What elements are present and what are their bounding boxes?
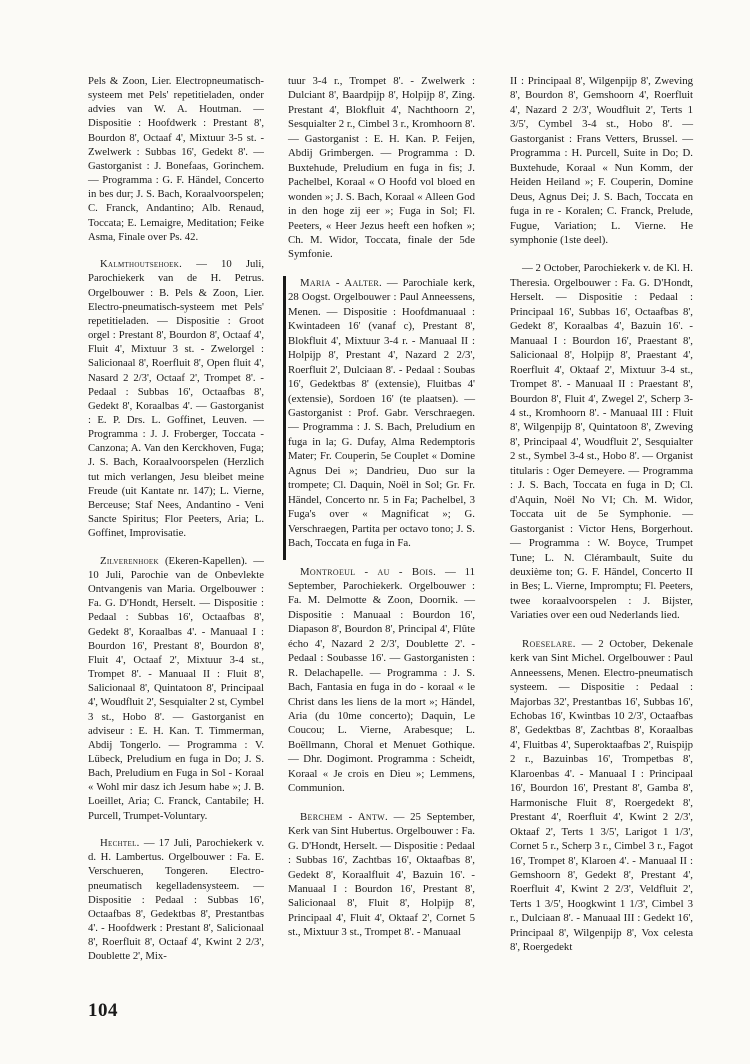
entry-theresia [510, 261, 693, 622]
entry-body: — Parochiale kerk, 28 Oogst. Orgelbouwer : Paul Anneessens, Menen. — Dispositie : Hoofdmanuaal : Kwintadeen 16' (vanaf c), Prestant 8', Blokfluit 4', Mixtuur 3-4 r. - Manuaal II : Holpijp 8', Prestant 4', Nazard 2 2/3', Roerfluit 2', Dulciaan 8'. - Pedaal : Soubas 16', Gedektbas 8' (extensie), Fluitbas 4' (extensie), Sordoen 16' (te plaatsen). — Gastorganist : Prof. Gabr. Verschraegen. — Programma : J. S. Bach, Preludium en fuga in la; G. Dufay, Alma Redemptoris Mater; Fr. Couperin, 5e Couplet « Domine Agnus Dei »; Dandrieu, Duo sur la trompete; Cl. Daquin, Noël in Sol; Gr. Fr. Händel, Concerto nr. 5 in Fa; Pachelbel, 3 Fuga's over « Magnificat »; G. Verschraegen, Partita per octavo tono; J. S. Bach, Toccata en fuga in Fa. [288, 276, 475, 550]
entry-kalmthoutsehoek [88, 257, 264, 540]
entry-heading: Roeselare. [522, 637, 576, 650]
entry-body: — 10 Juli, Parochiekerk van de H. Petrus. Orgelbouwer : B. Pels & Zoon, Lier. Electro-pneumatisch-systeem met Pels' repetitieladen. — Dispositie : Groot orgel : Prestant 8', Bourdon 8', Octaaf 4', Fluit 4', Mixtuur 3 st. - Zwelorgel : Salicionaal 8', Roerfluit 8', Open fluit 4', Nasard 2 2/3', Octaaf 2', Trompet 8'. - Pedaal : Subbas 16', Octaafbas 8', Gedekt 8', Koraalbas 4'. — Gastorganist : E. P. Drs. L. Goffinet, Leuven. — Programma : J. J. Froberger, Toccata - Canzona; A. Van den Kerckhoven, Fuga; J. S. Bach, Koraalvoorspelen (Herzlich tut mich verlangen, Jesu bleibet meine Freude (uit Kantate nr. 147); L. Vierne, Berceuse; Staf Nees, Andantino - Veni Sancte Spiritus; Flor Peeters, Aria; L. Goffinet, Improvisatie. [88, 258, 264, 540]
entry-body: — 25 September, Kerk van Sint Hubertus. Orgelbouwer : Fa. G. D'Hondt, Herselt. — Dispositie : Pedaal : Subbas 16', Zachtbas 16', Oktaafbas 8', Gedekt 8', Koraalfluit 4', Bazuin 16'. - Manuaal I : Bourdon 16', Prestant 8', Salicionaal 8', Fluit 8', Holpijp 8', Principaal 4', Fluit 4', Oktaaf 2', Cornet 5 st., Mixtuur 3 st., Trompet 8'. - Manuaal [288, 810, 475, 939]
entry-berchem-antw [288, 810, 475, 940]
entry-zilverenhoek [88, 554, 264, 823]
entry-body: — 2 October, Parochiekerk v. de Kl. H. Theresia. Orgelbouwer : Fa. G. D'Hondt, Herselt. — Dispositie : Pedaal : Principaal 16', Subbas 16', Octaafbas 8', Gedekt 8', Koraalbas 4', Bazuin 16'. - Manuaal I : Bourdon 16', Praestant 8', Salicionaal 8', Holpijp 8', Praestant 4', Roerfluit 4', Oktaaf 2', Mixtuur 3-4 st., Trompet 8'. - Manuaal II : Praestant 8', Bourdon 8', Fluit 4', Zwegel 2', Scherp 3-4 st., Kromhoorn 8'. - Manuaal III : Fluit 8', Wilgenpijp 8', Quintatoon 8', Zweving 8', Principaal 4', Woudfluit 2', Sesquialter 2 st., Symbel 3-4 st., Hobo 8'. — Organist titularis : Oger Demeyere. — Programma : J. S. Bach, Toccata en fuga in D; Cl. d'Aquin, Noël No VI; Ch. M. Widor, Toccata uit de 5e Symphonie. — Gastorganist : Victor Hens, Borgerhout. — Programma : W. Boyce, Trumpet Tune; L. N. Clérambault, Suite du deuxième ton; G. F. Händel, Concerto II in Bes; L. Vierne, Impromptu; Fl. Peeters, twee koraalvoorspelen : J. Bijster, Variaties over een oud Nederlands lied. [510, 262, 693, 622]
text-column-left [88, 74, 264, 964]
text-column-middle [288, 74, 475, 940]
entry-montroeul-au-bois [288, 565, 475, 796]
paragraph-continuation: Pels & Zoon, Lier. Electropneumatisch-systeem met Pels' repetitieladen, onder advies van W. A. Houtman. — Dispositie : Hoofdwerk : Prestant 8', Bourdon 8', Octaaf 4', Mixtuur 3-5 st. - Zwelwerk : Subbas 16', Gedekt 8'. — Gastorganist : J. Bonefaas, Gorinchem. — Programma : G. F. Händel, Concerto in bes dur; J. S. Bach, Koraalvoorspelen; C. Franck, Andantino; Alb. Renaud, Toccata; E. Lemaigre, Meditation; Feike Asma, Finale over Ps. 42. [88, 75, 264, 243]
entry-heading: Montroeul - au - Bois. [300, 565, 437, 578]
entry-roeselare [510, 637, 693, 955]
entry-heading: Kalmthoutsehoek. [100, 258, 183, 271]
entry-maria-aalter [288, 276, 475, 551]
entry-body: (Ekeren-Kapellen). — 10 Juli, Parochie van de Onbevlekte Ontvangenis van Maria. Orgelbouwer : Fa. G. D'Hondt, Herselt. — Dispositie : Pedaal : Subbas 16', Octaafbas 8', Gedekt 8', Koraalbas 4'. - Manuaal I : Bourdon 16', Prestant 8', Bourdon 8', Fluit 4', Octaaf 2', Mixtuur 3-4 st., Trompet 8'. - Manuaal II : Fluit 8', Salicionaal 8', Quintatoon 8', Principaal 4', Woudfluit 2', Sesquialter 2 st, Cymbel 3 st., Hobo 8'. — Gastorganist en adviseur : E. H. Kan. T. Timmerman, Abdij Tongerlo. — Programma : V. Lübeck, Preludium en fuga in Do; J. S. Bach, Preludium en Fuga in Sol - Koraal « Wohl mir dasz ich Jesum habe »; J. B. Loeillet, Aria; C. Franck, Cantabile; H. Purcell, Trumpet-Voluntary. [88, 554, 264, 822]
page-number: 104 [88, 1000, 118, 1021]
entry-heading: Zilverenhoek [100, 554, 159, 567]
entry-hechtel [88, 836, 264, 963]
entry-heading: Berchem - Antw. [300, 810, 389, 823]
margin-rule [283, 276, 286, 560]
entry-body: — 17 Juli, Parochiekerk v. d. H. Lambertus. Orgelbouwer : Fa. E. Verschueren, Tongeren. Electro-pneumatisch kegelladensysteem. — Dispositie : Pedaal : Subbas 16', Octaafbas 8', Gedektbas 8', Prestantbas 4'. - Hoofdwerk : Prestant 8', Salicionaal 8', Roerfluit 8', Octaaf 4', Kwint 2 2/3', Doublette 2', Mix- [88, 837, 264, 963]
paragraph-continuation: tuur 3-4 r., Trompet 8'. - Zwelwerk : Dulciant 8', Baardpijp 8', Holpijp 8', Zing. Prestant 4', Blokfluit 4', Nachthoorn 2', Sesquialter 2 r., Cimbel 3 r., Kromhoorn 8'. — Gastorganist : E. H. Kan. P. Feijen, Abdij Grimbergen. — Programma : D. Buxtehude, Preludium en fuga in fis; J. Pachelbel, Koraal « O Hoofd vol bloed en wonden »; J. S. Bach, Koraal « Alleen God in den hoge zij eer »; Fuga in Sol; Fl. Peeters, « Heer Jezus heeft een hofken »; Ch. M. Widor, Toccata, finale der 5de Symfonie. [288, 75, 475, 261]
paragraph-continuation: II : Principaal 8', Wilgenpijp 8', Zweving 8', Bourdon 8', Gemshoorn 4', Roerfluit 4', Nazard 2 2/3', Woudfluit 2', Terts 1 3/5', Cymbel 3-4 st., Hobo 8'. — Gastorganist : Frans Vetters, Brussel. — Programma : H. Purcell, Suite in Do; D. Buxtehude, Koraal « Nun Komm, der Heiden Heiland »; F. Couperin, Domine Deus, Agnus Dei; J. S. Bach, Toccata en fuga in re - Koralen; C. Franck, Prelude, Fugue, Variation; L. Vierne. He symphonie (1ste deel). [510, 75, 693, 246]
entry-body: — 2 October, Dekenale kerk van Sint Michel. Orgelbouwer : Paul Anneessens, Menen. Electro-pneumatisch systeem. — Dispositie : Pedaal : Majorbas 32', Prestantbas 16', Subbas 16', Echobas 16', Kwintbas 10 2/3', Octaafbas 8', Gedektbas 8', Zachtbas 8', Koraalbas 4', Fluitbas 4', Superoktaafbas 2', Ruispijp 2 r., Bazuinbas 16', Trompetbas 8', Klaroenbas 4'. - Manuaal I : Principaal 16', Bourdon 16', Prestant 8', Gamba 8', Harmonische Fluit 8', Roergedekt 8', Prestant 4', Roerfluit 4', Kwint 2 2/3', Oktaaf 2', Terts 1 3/5', Larigot 1 1/3', Cornet 5 r., Scherp 3 r., Cimbel 3 r., Fagot 16', Trompet 8', Klaroen 4'. - Manuaal II : Gemshoorn 8', Gedekt 8', Prestant 4', Roerfluit 4', Kwint 2 2/3', Veldfluit 2', Terts 1 3/5', Hoogkwint 1 1/3', Cimbel 3 r., Dulciaan 8'. - Manuaal III : Gedekt 16', Principaal 8', Wilgenpijp 8', Vox celesta 8', Roergedekt [510, 637, 693, 954]
text-column-right [510, 74, 693, 955]
entry-heading: Maria - Aalter. [300, 276, 383, 289]
entry-body: — 11 September, Parochiekerk. Orgelbouwer : Fa. M. Delmotte & Zoon, Doornik. — Dispositie : Manuaal : Bourdon 16', Diapason 8', Bourdon 8', Principal 4', Flûte écho 4', Nazard 2 2/3', Doublette 2'. - Pedaal : Soubasse 16'. — Gastorganisten : R. Delachapelle. — Programma : J. S. Bach, Fantasia en fuga in do - koraal « le Christ dans les liens de la mort »; Händel, Aria (du 10me concerto); Daquin, Le Coucou; L. Vierne, Arabesque; L. Boëllmann, Choral et Menuet Gothique. — Dhr. Dogimont. Programma : Scheidt, Koraal « Je crois en Dieu »; Lemmens, Communion. [288, 565, 476, 795]
entry-heading: Hechtel. [100, 837, 140, 850]
